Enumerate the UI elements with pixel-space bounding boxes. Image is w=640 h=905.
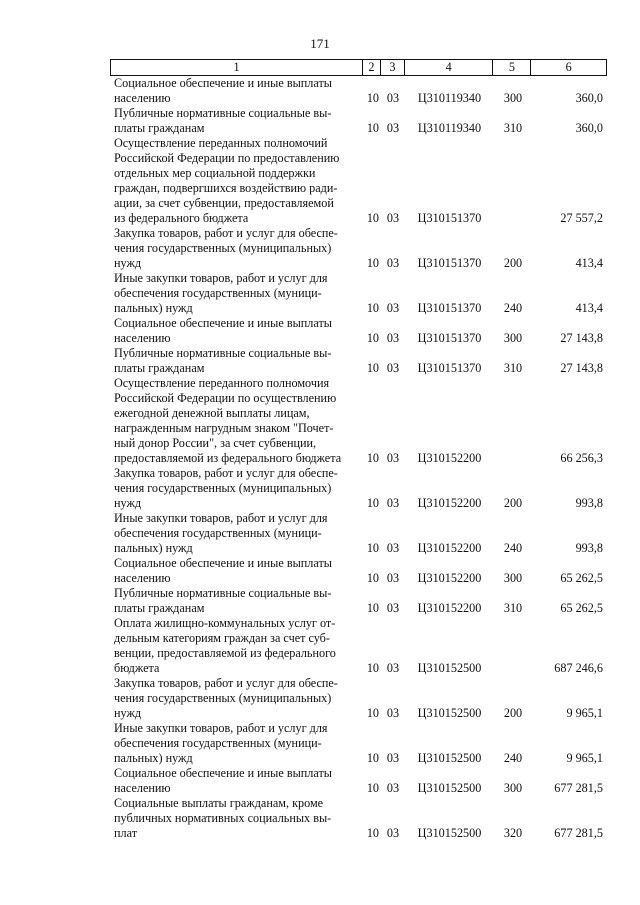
section-code: 10 (366, 121, 379, 135)
row-description (110, 586, 363, 616)
row-description (110, 556, 363, 586)
description-line: Публичные нормативные социальные вы- (114, 106, 332, 120)
subsection-code: 03 (386, 256, 400, 270)
amount: 413,4 (575, 256, 603, 270)
description-line: нужд (114, 496, 142, 510)
description-line: населению (114, 781, 171, 795)
description-line: награжденным нагрудным знаком "Почет- (114, 421, 334, 435)
target-article-code: Ц310152200 (417, 451, 482, 465)
description-line: населению (114, 571, 171, 585)
row-description (110, 766, 363, 796)
target-article-code: Ц310151370 (417, 361, 482, 375)
amount: 65 262,5 (560, 601, 603, 615)
row-description (110, 511, 363, 556)
amount: 993,8 (575, 541, 603, 555)
description-line: платы гражданам (114, 121, 205, 135)
header-col-3: 3 (381, 60, 405, 75)
subsection-code: 03 (386, 211, 400, 225)
amount: 360,0 (575, 91, 603, 105)
expense-type-code: 240 (503, 541, 523, 555)
description-line: Иные закупки товаров, работ и услуг для (114, 271, 328, 285)
expense-type-code: 310 (503, 121, 523, 135)
description-line: Российской Федерации по предоставлению (114, 151, 340, 165)
subsection-code: 03 (386, 601, 400, 615)
amount: 360,0 (575, 121, 603, 135)
description-line: Иные закупки товаров, работ и услуг для (114, 721, 328, 735)
expense-type-code: 200 (503, 706, 523, 720)
amount: 27 143,8 (560, 361, 603, 375)
subsection-code: 03 (386, 451, 400, 465)
target-article-code: Ц310152500 (417, 706, 482, 720)
description-line: предоставляемой из федерального бюджета (114, 451, 342, 465)
table-row (110, 346, 607, 376)
description-line: Социальное обеспечение и иные выплаты (114, 556, 332, 570)
amount: 65 262,5 (560, 571, 603, 585)
section-code: 10 (366, 706, 379, 720)
description-line: обеспечения государственных (муници- (114, 736, 322, 750)
subsection-code: 03 (386, 121, 400, 135)
table-row (110, 106, 607, 136)
description-line: Социальное обеспечение и иные выплаты (114, 76, 332, 90)
description-line: чения государственных (муниципальных) (114, 241, 332, 255)
row-description (110, 226, 363, 271)
amount: 413,4 (575, 301, 603, 315)
table-row (110, 616, 607, 676)
target-article-code: Ц310119340 (417, 121, 482, 135)
amount: 677 281,5 (554, 781, 603, 795)
description-line: ежегодной денежной выплаты лицам, (114, 406, 310, 420)
target-article-code: Ц310152500 (417, 751, 482, 765)
table-row (110, 796, 607, 841)
header-col-1: 1 (111, 60, 363, 75)
row-description (110, 271, 363, 316)
table-row (110, 556, 607, 586)
table-body (110, 76, 607, 841)
description-line: дельным категориям граждан за счет суб- (114, 631, 330, 645)
amount: 9 965,1 (566, 706, 603, 720)
table-header (110, 59, 607, 76)
description-line: Российской Федерации по осуществлению (114, 391, 337, 405)
target-article-code: Ц310152200 (417, 541, 482, 555)
header-col-4: 4 (405, 60, 494, 75)
section-code: 10 (366, 91, 379, 105)
row-description (110, 796, 363, 841)
subsection-code: 03 (386, 661, 400, 675)
subsection-code: 03 (386, 751, 400, 765)
table-row (110, 721, 607, 766)
expense-type-code: 300 (503, 91, 523, 105)
amount: 66 256,3 (560, 451, 603, 465)
section-code: 10 (366, 211, 379, 225)
amount: 993,8 (575, 496, 603, 510)
expense-type-code: 300 (503, 781, 523, 795)
description-line: Осуществление переданного полномочия (114, 376, 330, 390)
subsection-code: 03 (386, 301, 400, 315)
description-line: обеспечения государственных (муници- (114, 526, 322, 540)
subsection-code: 03 (386, 541, 400, 555)
row-description (110, 466, 363, 511)
description-line: отдельных мер социальной поддержки (114, 166, 316, 180)
description-line: Публичные нормативные социальные вы- (114, 586, 332, 600)
section-code: 10 (366, 361, 379, 375)
subsection-code: 03 (386, 706, 400, 720)
table-row (110, 316, 607, 346)
section-code: 10 (366, 256, 379, 270)
table-row (110, 466, 607, 511)
row-description (110, 346, 363, 376)
target-article-code: Ц310151370 (417, 256, 482, 270)
description-line: бюджета (114, 661, 160, 675)
section-code: 10 (366, 601, 379, 615)
header-col-6: 6 (565, 60, 572, 74)
table-row (110, 511, 607, 556)
table-row (110, 676, 607, 721)
subsection-code: 03 (386, 91, 400, 105)
section-code: 10 (366, 751, 379, 765)
target-article-code: Ц310152500 (417, 661, 482, 675)
section-code: 10 (366, 661, 379, 675)
description-line: пальных) нужд (114, 751, 193, 765)
section-code: 10 (366, 301, 379, 315)
expense-type-code: 200 (503, 496, 523, 510)
description-line: граждан, подвергшихся воздействию ради- (114, 181, 338, 195)
header-col-5: 5 (493, 60, 531, 75)
target-article-code: Ц310152200 (417, 496, 482, 510)
row-description (110, 676, 363, 721)
expense-type-code: 200 (503, 256, 523, 270)
description-line: Осуществление переданных полномочий (114, 136, 328, 150)
subsection-code: 03 (386, 571, 400, 585)
description-line: платы гражданам (114, 601, 205, 615)
table-row (110, 136, 607, 226)
description-line: пальных) нужд (114, 541, 193, 555)
description-line: Оплата жилищно-коммунальных услуг от- (114, 616, 336, 630)
amount: 27 143,8 (560, 331, 603, 345)
table-row (110, 76, 607, 106)
description-line: плат (114, 826, 138, 840)
subsection-code: 03 (386, 361, 400, 375)
target-article-code: Ц310152200 (417, 571, 482, 585)
row-description (110, 376, 363, 466)
row-description (110, 136, 363, 226)
expense-type-code: 320 (503, 826, 523, 840)
description-line: Публичные нормативные социальные вы- (114, 346, 332, 360)
description-line: Закупка товаров, работ и услуг для обеспе- (114, 676, 338, 690)
description-line: обеспечения государственных (муници- (114, 286, 322, 300)
expense-type-code: 310 (503, 601, 523, 615)
target-article-code: Ц310152500 (417, 781, 482, 795)
description-line: населению (114, 331, 171, 345)
description-line: Закупка товаров, работ и услуг для обеспе- (114, 466, 338, 480)
description-line: чения государственных (муниципальных) (114, 691, 332, 705)
row-description (110, 316, 363, 346)
description-line: Иные закупки товаров, работ и услуг для (114, 511, 328, 525)
amount: 687 246,6 (554, 661, 603, 675)
target-article-code: Ц310152200 (417, 601, 482, 615)
target-article-code: Ц310119340 (417, 91, 482, 105)
header-col-2: 2 (363, 60, 381, 75)
target-article-code: Ц310151370 (417, 301, 482, 315)
table-row (110, 586, 607, 616)
section-code: 10 (366, 781, 379, 795)
section-code: 10 (366, 331, 379, 345)
expense-type-code: 240 (503, 301, 523, 315)
expense-type-code: 300 (503, 571, 523, 585)
section-code: 10 (366, 496, 379, 510)
table-row (110, 271, 607, 316)
expense-type-code: 300 (503, 331, 523, 345)
row-description (110, 721, 363, 766)
expense-type-code: 310 (503, 361, 523, 375)
subsection-code: 03 (386, 781, 400, 795)
description-line: ации, за счет субвенции, предоставляемой (114, 196, 334, 210)
description-line: чения государственных (муниципальных) (114, 481, 332, 495)
description-line: нужд (114, 256, 142, 270)
target-article-code: Ц310151370 (417, 211, 482, 225)
description-line: Социальные выплаты гражданам, кроме (114, 796, 324, 810)
section-code: 10 (366, 451, 379, 465)
amount: 9 965,1 (566, 751, 603, 765)
description-line: из федерального бюджета (114, 211, 249, 225)
target-article-code: Ц310152500 (417, 826, 482, 840)
target-article-code: Ц310151370 (417, 331, 482, 345)
description-line: венции, предоставляемой из федерального (114, 646, 336, 660)
description-line: платы гражданам (114, 361, 205, 375)
description-line: Социальное обеспечение и иные выплаты (114, 766, 332, 780)
amount: 677 281,5 (554, 826, 603, 840)
row-description (110, 76, 363, 106)
subsection-code: 03 (386, 496, 400, 510)
expense-type-code: 240 (503, 751, 523, 765)
section-code: 10 (366, 571, 379, 585)
section-code: 10 (366, 541, 379, 555)
subsection-code: 03 (386, 826, 400, 840)
description-line: пальных) нужд (114, 301, 193, 315)
description-line: населению (114, 91, 171, 105)
amount: 27 557,2 (560, 211, 603, 225)
row-description (110, 616, 363, 676)
description-line: ный донор России", за счет субвенции, (114, 436, 317, 450)
row-description (110, 106, 363, 136)
table-row (110, 376, 607, 466)
section-code: 10 (366, 826, 379, 840)
table-row (110, 766, 607, 796)
budget-table (110, 59, 607, 841)
description-line: нужд (114, 706, 142, 720)
description-line: Социальное обеспечение и иные выплаты (114, 316, 332, 330)
subsection-code: 03 (386, 331, 400, 345)
description-line: Закупка товаров, работ и услуг для обеспе- (114, 226, 338, 240)
page-number: 171 (310, 36, 330, 51)
table-row (110, 226, 607, 271)
description-line: публичных нормативных социальных вы- (114, 811, 332, 825)
